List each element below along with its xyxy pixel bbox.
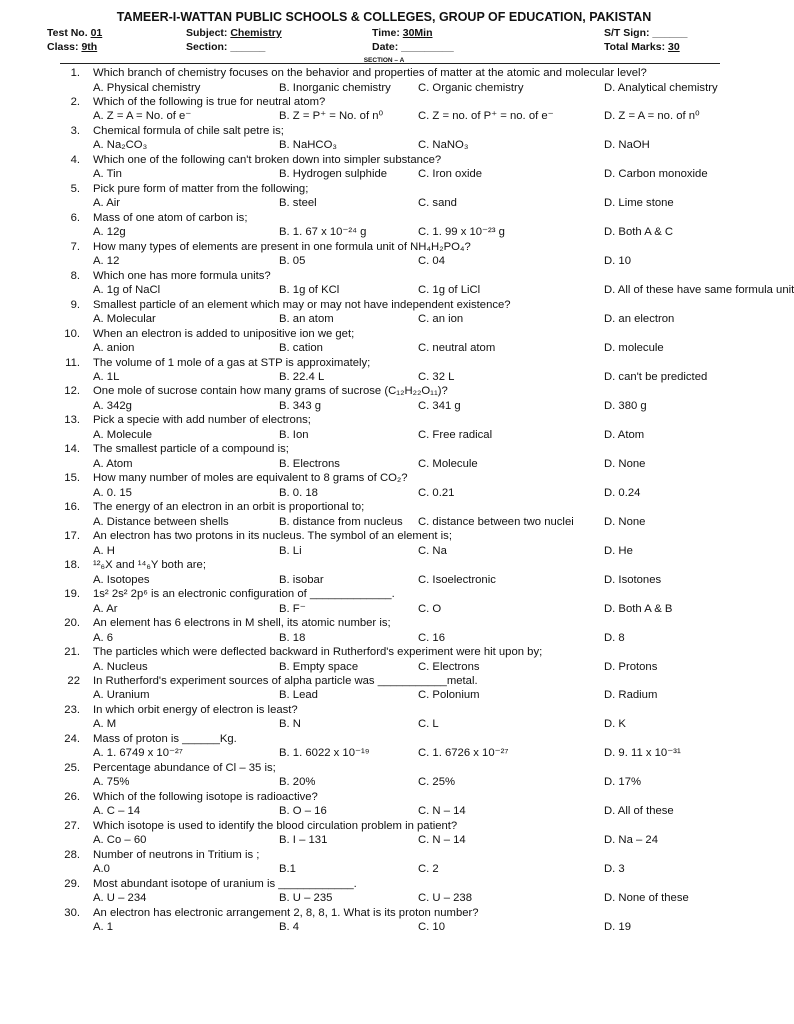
option-c: C. 04 (418, 255, 446, 268)
option-d: D. Z = A = no. of n⁰ (604, 110, 700, 123)
time-label: Time: (372, 27, 400, 39)
option-c: C. Free radical (418, 428, 493, 441)
header-rule (60, 63, 720, 64)
option-b: B. Lead (279, 689, 318, 702)
option-a: A. C – 14 (93, 805, 141, 818)
option-c: C. 1. 6726 x 10⁻²⁷ (418, 747, 509, 760)
option-a: A. 1L (93, 371, 120, 383)
question-number: 21. (64, 646, 80, 658)
option-c: C. 2 (418, 863, 439, 876)
class-value: 9th (81, 41, 98, 53)
question-text: An electron has electronic arrangement 2, 8, 8, 1. What is its proton number? (93, 906, 479, 919)
question-number: 28. (64, 848, 80, 861)
option-c: C. N – 14 (418, 834, 466, 847)
option-d: D. He (604, 544, 633, 557)
question-text: The energy of an electron in an orbit is proportional to; (93, 501, 365, 514)
subject (186, 27, 282, 39)
option-c: C. 10 (418, 921, 446, 934)
question-number: 23. (64, 703, 80, 716)
option-a: A. Air (93, 197, 120, 210)
time (372, 27, 433, 39)
option-c: C. 25% (418, 776, 456, 789)
option-c: C. neutral atom (418, 342, 496, 355)
question-text: Most abundant isotope of uranium is ____________. (93, 877, 357, 890)
option-d: D. 380 g (604, 399, 647, 412)
school-title: TAMEER-I-WATTAN PUBLIC SCHOOLS & COLLEGES, GROUP OF EDUCATION, PAKISTAN (116, 10, 652, 24)
question-text: Which one of the following can't broken down into simpler substance? (93, 153, 442, 166)
question-text: Which one has more formula units? (93, 269, 271, 282)
option-d: D. Both A & C (604, 226, 674, 239)
option-b: B. steel (279, 197, 317, 210)
section-field: Section: ______ (186, 41, 266, 53)
option-b: B. Electrons (279, 457, 340, 470)
option-d: D. Na – 24 (604, 834, 659, 847)
option-b: B. Inorganic chemistry (279, 81, 391, 94)
option-b: B. Hydrogen sulphide (279, 168, 388, 181)
question-number: 3. (70, 124, 80, 137)
question-text: The smallest particle of a compound is; (93, 443, 289, 456)
class-label: Class: (47, 41, 79, 53)
option-b: B. 22.4 L (279, 371, 325, 383)
option-a: A.0 (93, 863, 110, 876)
option-a: A. 12 (93, 255, 120, 268)
option-c: C. an ion (418, 313, 464, 326)
option-a: A. Na₂CO₃ (93, 139, 148, 152)
option-a: A. Nucleus (93, 660, 148, 673)
section-heading: SECTION – A (363, 57, 405, 64)
option-a: A. 1 (93, 921, 114, 934)
option-d: D. K (604, 718, 626, 731)
option-b: B. O – 16 (279, 805, 327, 818)
option-c: C. NaNO₃ (418, 139, 469, 152)
question-text: Pick a specie with add number of electrons; (93, 414, 311, 427)
option-d: D. Both A & B (604, 602, 673, 615)
question-text: How many number of moles are equivalent to 8 grams of CO₂? (93, 472, 408, 485)
option-d: D. Isotones (604, 573, 662, 586)
question-number: 20. (64, 617, 80, 630)
option-b: B. 343 g (279, 399, 322, 412)
question-number: 12. (64, 385, 80, 398)
question-text: The particles which were deflected backward in Rutherford's experiment were hit upon by; (93, 646, 543, 658)
question-number: 18. (64, 559, 80, 572)
option-d: D. 3 (604, 863, 625, 876)
question-text: The volume of 1 mole of a gas at STP is approximately; (93, 356, 371, 369)
question-number: 27. (64, 819, 80, 832)
option-d: D. 10 (604, 255, 632, 268)
question-number: 11. (65, 356, 80, 369)
question-number: 1. (70, 67, 80, 79)
question-text: Mass of proton is ______Kg. (93, 732, 237, 745)
option-c: C. sand (418, 197, 457, 210)
question-text: 1s² 2s² 2p⁶ is an electronic configuration of _____________. (93, 588, 395, 601)
question-text: Which isotope is used to identify the blood circulation problem in patient? (93, 819, 458, 832)
option-d: D. can't be predicted (604, 371, 708, 383)
option-d: D. None (604, 457, 646, 470)
question-number: 22 (67, 674, 80, 687)
option-a: A. Ar (93, 602, 118, 615)
option-b: B. isobar (279, 573, 324, 586)
option-a: A. Molecular (93, 313, 156, 326)
st-sign: S/T Sign: ______ (604, 27, 688, 39)
question-item (0, 182, 768, 211)
option-b: B. 1. 6022 x 10⁻¹⁹ (279, 747, 370, 760)
question-number: 4. (70, 153, 80, 166)
option-a: A. 6 (93, 631, 114, 644)
option-b: B. 05 (279, 255, 306, 268)
option-a: A. 75% (93, 776, 130, 789)
question-text: Mass of one atom of carbon is; (93, 211, 248, 224)
question-text: Which branch of chemistry focuses on the behavior and properties of matter at the atomic and molecular level? (93, 67, 647, 79)
question-item (0, 211, 768, 240)
option-b: B. F⁻ (279, 602, 306, 615)
option-c: C. O (418, 602, 442, 615)
option-a: A. Tin (93, 168, 122, 181)
question-number: 9. (70, 298, 80, 311)
option-b: B. N (279, 718, 301, 731)
option-a: A. anion (93, 342, 135, 355)
option-b: B. Empty space (279, 660, 359, 673)
question-number: 10. (64, 327, 80, 340)
question-item (0, 790, 768, 819)
option-c: C. U – 238 (418, 892, 473, 905)
option-a: A. 1g of NaCl (93, 284, 161, 297)
question-number: 6. (70, 211, 80, 224)
question-item (0, 124, 768, 153)
option-a: A. 342g (93, 399, 132, 412)
question-number: 14. (64, 443, 80, 456)
question-item (0, 587, 768, 616)
option-d: D. Protons (604, 660, 658, 673)
option-c: C. 16 (418, 631, 446, 644)
question-number: 8. (70, 269, 80, 282)
question-text: Number of neutrons in Tritium is ; (93, 848, 260, 861)
option-c: C. Molecule (418, 457, 478, 470)
question-text: In Rutherford's experiment sources of alpha particle was ___________metal. (93, 674, 478, 687)
question-item (0, 848, 768, 877)
total-marks-value: 30 (668, 41, 680, 53)
option-c: C. 1. 99 x 10⁻²³ g (418, 226, 505, 239)
question-item (0, 327, 768, 356)
question-number: 17. (64, 530, 80, 543)
question-number: 7. (70, 240, 80, 253)
option-a: A. Molecule (93, 428, 153, 441)
question-text: In which orbit energy of electron is least? (93, 703, 298, 716)
subject-value: Chemistry (230, 27, 282, 39)
option-a: A. Isotopes (93, 573, 150, 586)
question-number: 29. (64, 877, 80, 890)
question-item (0, 877, 768, 906)
option-d: D. 9. 11 x 10⁻³¹ (604, 747, 681, 760)
option-c: C. L (418, 718, 439, 731)
option-d: D. Atom (604, 428, 645, 441)
option-b: B. Li (279, 544, 302, 557)
question-item (0, 674, 768, 703)
option-c: C. Z = no. of P⁺ = no. of e⁻ (418, 110, 554, 123)
option-d: D. Analytical chemistry (604, 81, 718, 94)
option-a: A. Uranium (93, 689, 150, 702)
option-d: D. None of these (604, 892, 689, 905)
question-item (0, 66, 768, 95)
question-item (0, 732, 768, 761)
question-item (0, 95, 768, 124)
option-d: D. All of these have same formula unit (604, 284, 794, 297)
time-value: 30Min (402, 27, 433, 39)
option-b: B. U – 235 (279, 892, 333, 905)
question-number: 24. (64, 732, 80, 745)
option-b: B. 1g of KCl (279, 284, 340, 297)
question-item (0, 298, 768, 327)
option-c: C. 0.21 (418, 486, 455, 499)
option-c: C. 1g of LiCl (418, 284, 481, 297)
date-field: Date: _________ (372, 41, 454, 53)
option-a: A. Atom (93, 457, 133, 470)
question-number: 13. (64, 414, 80, 427)
option-d: D. None (604, 515, 646, 528)
option-c: C. Isoelectronic (418, 573, 496, 586)
option-a: A. Co – 60 (93, 834, 147, 847)
question-text: An electron has two protons in its nucleus. The symbol of an element is; (93, 530, 452, 543)
question-text: When an electron is added to unipositive ion we get; (93, 327, 355, 340)
option-b: B.1 (279, 863, 296, 876)
option-c: C. Polonium (418, 689, 480, 702)
option-a: A. 0. 15 (93, 486, 132, 499)
option-c: C. N – 14 (418, 805, 466, 818)
question-number: 19. (64, 588, 80, 601)
option-a: A. Z = A = No. of e⁻ (93, 110, 192, 123)
question-text: Which of the following isotope is radioactive? (93, 790, 318, 803)
option-d: D. an electron (604, 313, 675, 326)
question-item (0, 153, 768, 182)
option-a: A. Physical chemistry (93, 81, 201, 94)
option-b: B. NaHCO₃ (279, 139, 337, 152)
question-item (0, 240, 768, 269)
option-b: B. I – 131 (279, 834, 328, 847)
option-c: C. 341 g (418, 399, 461, 412)
question-number: 26. (64, 790, 80, 803)
question-item (0, 703, 768, 732)
option-d: D. Carbon monoxide (604, 168, 708, 181)
question-text: One mole of sucrose contain how many grams of sucrose (C₁₂H₂₂O₁₁)? (93, 385, 448, 398)
question-text: An element has 6 electrons in M shell, its atomic number is; (93, 617, 391, 630)
question-number: 15. (64, 472, 80, 485)
option-c: C. distance between two nuclei (418, 515, 574, 528)
option-b: B. 18 (279, 631, 306, 644)
option-d: D. molecule (604, 342, 664, 355)
option-d: D. Radium (604, 689, 658, 702)
question-text: Chemical formula of chile salt petre is; (93, 124, 284, 137)
option-b: B. 4 (279, 921, 300, 934)
option-d: D. 8 (604, 631, 625, 644)
option-d: D. NaOH (604, 139, 650, 152)
question-number: 25. (64, 761, 80, 774)
question-item (0, 645, 768, 674)
option-c: C. 32 L (418, 371, 455, 383)
option-b: B. Ion (279, 428, 309, 441)
option-c: C. Organic chemistry (418, 81, 524, 94)
question-item (0, 384, 768, 413)
question-number: 5. (70, 182, 80, 195)
question-item (0, 413, 768, 442)
option-d: D. 17% (604, 776, 642, 789)
question-item (0, 356, 768, 385)
question-item (0, 529, 768, 558)
option-d: D. All of these (604, 805, 674, 818)
question-text: Which of the following is true for neutral atom? (93, 95, 326, 108)
question-text: Smallest particle of an element which may or may not have independent existence? (93, 298, 511, 311)
question-number: 2. (70, 95, 80, 108)
option-a: A. H (93, 544, 115, 557)
option-c: C. Electrons (418, 660, 480, 673)
option-a: A. U – 234 (93, 892, 147, 905)
question-item (0, 471, 768, 500)
test-no (47, 27, 102, 39)
option-d: D. 0.24 (604, 486, 641, 499)
test-no-value: 01 (90, 27, 103, 39)
option-a: A. 12g (93, 226, 126, 239)
option-a: A. M (93, 718, 117, 731)
option-a: A. Distance between shells (93, 515, 229, 528)
question-item (0, 761, 768, 790)
question-item (0, 616, 768, 645)
question-item (0, 819, 768, 848)
question-text: Percentage abundance of Cl – 35 is; (93, 761, 276, 774)
question-item (0, 442, 768, 471)
class (47, 41, 97, 53)
option-d: D. 19 (604, 921, 632, 934)
option-c: C. Iron oxide (418, 168, 483, 181)
option-b: B. Z = P⁺ = No. of n⁰ (279, 110, 384, 123)
option-c: C. Na (418, 544, 447, 557)
option-b: B. 20% (279, 776, 316, 789)
option-d: D. Lime stone (604, 197, 674, 210)
question-text: ¹²₆X and ¹⁴₆Y both are; (93, 559, 206, 572)
question-item (0, 558, 768, 587)
question-item (0, 269, 794, 298)
total-marks-label: Total Marks: (604, 41, 666, 53)
question-number: 30. (64, 906, 80, 919)
option-b: B. 0. 18 (279, 486, 318, 499)
option-b: B. an atom (279, 313, 334, 326)
total-marks (604, 41, 680, 53)
option-b: B. cation (279, 342, 323, 355)
question-text: Pick pure form of matter from the following; (93, 182, 309, 195)
question-text: How many types of elements are present in one formula unit of NH₄H₂PO₄? (93, 240, 471, 253)
question-number: 16. (64, 501, 80, 514)
subject-label: Subject: (186, 27, 228, 39)
option-b: B. distance from nucleus (279, 515, 403, 528)
question-item (0, 906, 768, 935)
test-no-label: Test No. (47, 27, 88, 39)
option-a: A. 1. 6749 x 10⁻²⁷ (93, 747, 183, 760)
option-b: B. 1. 67 x 10⁻²⁴ g (279, 226, 367, 239)
question-item (0, 500, 768, 529)
